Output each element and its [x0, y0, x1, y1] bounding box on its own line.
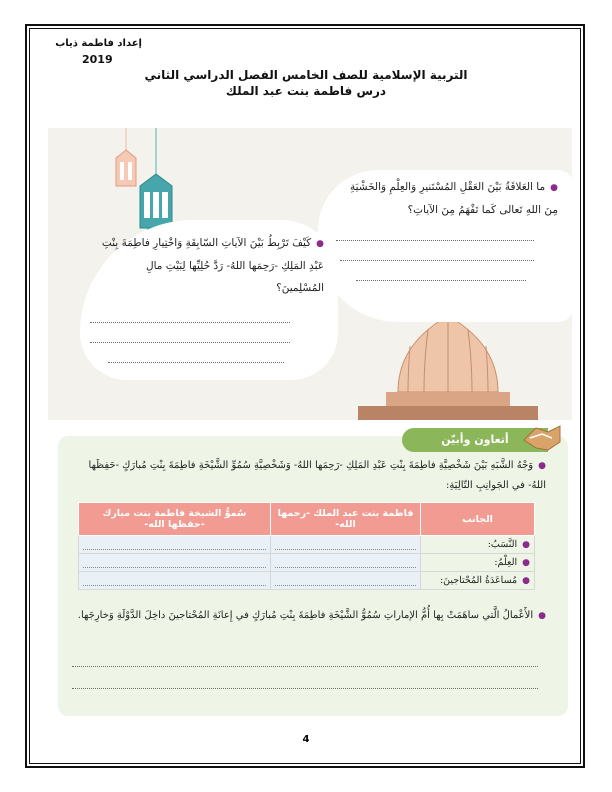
answer-cell[interactable]: [79, 554, 271, 572]
table-header: سُموُّ الشيخة فاطمة بنت مبارك -حفظها الله-: [79, 503, 271, 536]
answer-cell[interactable]: [271, 536, 421, 554]
table-row: [79, 536, 535, 554]
answer-cell[interactable]: [271, 572, 421, 590]
table-row: [79, 554, 535, 572]
table-header-row: [79, 503, 535, 536]
row-label-text: النَّسَبُ:: [487, 539, 518, 550]
row-label-text: العِلْمُ:: [494, 557, 518, 568]
activity-question-text: الأَعْمالُ الَّتي ساهَمَتْ بِها أُمُّ الإماراتِ سُمُوُّ الشَّيْخَةِ فاطِمَةَ بِنْتِ مُبارَكٍ في إِعانَةِ المُحْتاجينَ داخِلَ الدَّوْلَةِ وَخارِجَها.: [77, 610, 534, 621]
page-number: 4: [302, 734, 310, 745]
mosque-dome-illustration: [348, 314, 548, 420]
section-badge: أتعاون وأبيّن: [402, 428, 548, 452]
answer-line[interactable]: [90, 342, 290, 343]
bullet-icon: ●: [522, 576, 530, 586]
table-header: الجانب: [421, 503, 535, 536]
answer-cell[interactable]: [79, 572, 271, 590]
lesson-title: درس فاطمة بنت عبد الملك: [225, 84, 387, 98]
page-title: التربية الإسلامية للصف الخامس الفصل الدراسي الثاني: [144, 68, 468, 82]
question-1: [340, 176, 558, 221]
author-name: إعداد فاطمة ذياب: [55, 38, 142, 49]
table-row: [79, 572, 535, 590]
bullet-icon: ●: [316, 239, 324, 249]
row-label: [421, 572, 535, 590]
answer-line[interactable]: [108, 362, 284, 363]
answer-line[interactable]: [72, 688, 538, 689]
answer-line[interactable]: [90, 322, 290, 323]
activity-intro: [68, 456, 546, 496]
handshake-icon: [520, 420, 564, 454]
bullet-icon: ●: [522, 540, 530, 550]
row-label-text: مُساعَدَةُ المُحْتاجينَ:: [439, 575, 518, 586]
question-1-text: ما العَلاقَةُ بَيْنَ العَقْلِ المُسْتَنيرِ وَالعِلْمِ وَالخَشْيَةِ مِنَ اللهِ تَعالى كَما تَفْهَمُ مِنَ الآياتِ؟: [349, 181, 558, 216]
row-label: [421, 554, 535, 572]
answer-line[interactable]: [356, 280, 526, 281]
activity-question: [68, 606, 546, 626]
bullet-icon: ●: [550, 183, 558, 193]
activity-intro-text: وَجْهُ الشَّبَهِ بَيْنَ شَخْصِيَّةِ فاطِمَةَ بِنْتِ عَبْدِ المَلِكِ -رَحِمَها اللهُ- وَشَخْصِيَّةِ سُمُوِّ الشَّيْخَةِ فاطِمَةَ بِنْتِ مُبارَكٍ -حَفِظَها اللهُ- في الجَوانِبِ التّالِيَةِ:: [88, 460, 546, 491]
year: 2019: [82, 53, 113, 66]
answer-cell[interactable]: [79, 536, 271, 554]
question-2: [100, 232, 324, 299]
comparison-table: [78, 502, 535, 590]
table-header: فاطمة بنت عبد الملك -رحمها الله-: [271, 503, 421, 536]
answer-line[interactable]: [340, 260, 534, 261]
bullet-icon: ●: [538, 611, 546, 621]
bullet-icon: ●: [538, 461, 546, 471]
answer-cell[interactable]: [271, 554, 421, 572]
answer-line[interactable]: [336, 240, 534, 241]
question-2-text: كَيْفَ تَرْبِطُ بَيْنَ الآياتِ السّابِقَةِ وَاخْتِيارِ فاطِمَةَ بِنْتِ عَبْدِ المَلِكِ -رَحِمَها اللهُ- رَدَّ حُلِيِّها لِبَيْتِ مالِ المُسْلِمينَ؟: [101, 237, 324, 294]
row-label: [421, 536, 535, 554]
bullet-icon: ●: [522, 558, 530, 568]
answer-line[interactable]: [72, 666, 538, 667]
